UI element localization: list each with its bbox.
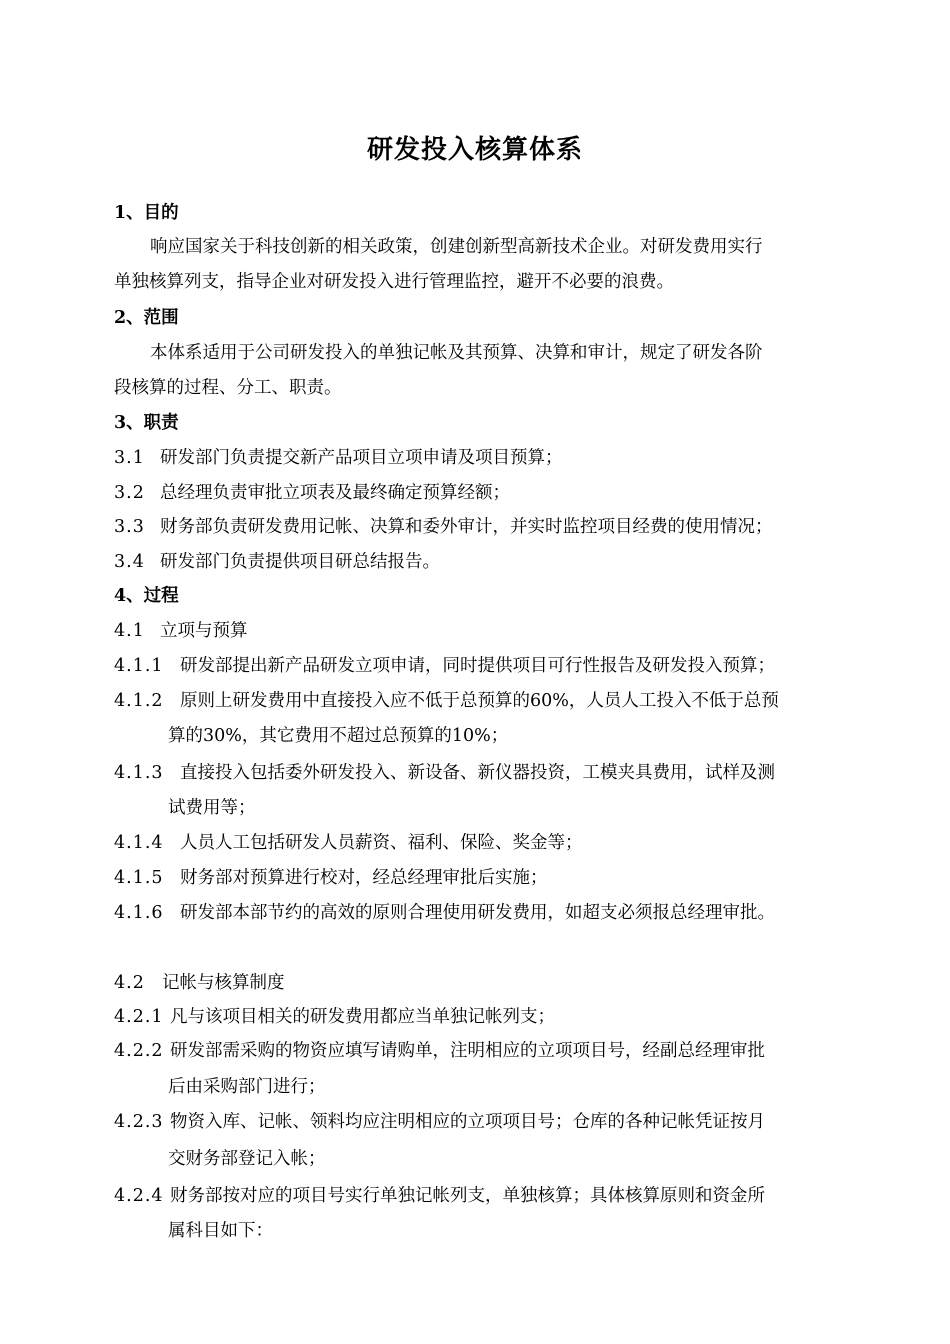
item-number: 3.1 xyxy=(114,448,145,468)
list-item xyxy=(114,545,844,579)
list-item xyxy=(114,441,844,475)
item-text: 研发部门负责提供项目研总结报告。 xyxy=(160,552,440,572)
section-heading-purpose: 1、目的 xyxy=(114,203,179,223)
item-text: 研发部门负责提交新产品项目立项申请及项目预算； xyxy=(160,448,563,468)
item-text: 财务部对预算进行校对，经总经理审批后实施； xyxy=(180,868,548,888)
list-item xyxy=(114,1105,844,1139)
item-text: 凡与该项目相关的研发费用都应当单独记帐列支； xyxy=(170,1007,555,1027)
item-number: 3.3 xyxy=(114,517,145,537)
item-continuation: 属科目如下： xyxy=(168,1221,273,1241)
item-number: 4.1.2 xyxy=(114,691,164,711)
item-number: 4.1.1 xyxy=(114,656,164,676)
item-text: 总经理负责审批立项表及最终确定预算经额； xyxy=(160,483,510,503)
item-number: 4.1.4 xyxy=(114,833,164,853)
item-number: 4.2.3 xyxy=(114,1112,164,1132)
item-text: 研发部提出新产品研发立项申请，同时提供项目可行性报告及研发投入预算； xyxy=(180,656,775,676)
item-number: 4.2.1 xyxy=(114,1007,164,1027)
list-item xyxy=(114,896,844,930)
item-continuation: 交财务部登记入帐； xyxy=(168,1149,326,1169)
item-number: 4.2.2 xyxy=(114,1041,164,1061)
item-number: 4.1.5 xyxy=(114,868,164,888)
item-text: 人员人工包括研发人员薪资、福利、保险、奖金等； xyxy=(180,833,583,853)
list-item xyxy=(114,756,844,790)
subsection-number: 4.2 xyxy=(114,973,145,993)
paragraph-line: 本体系适用于公司研发投入的单独记帐及其预算、决算和审计，规定了研发各阶 xyxy=(150,343,763,363)
item-text: 财务部负责研发费用记帐、决算和委外审计，并实时监控项目经费的使用情况； xyxy=(160,517,773,537)
subsection-heading xyxy=(114,614,844,648)
list-item xyxy=(114,510,844,544)
item-number: 4.1.6 xyxy=(114,903,164,923)
item-continuation: 算的30%，其它费用不超过总预算的10%； xyxy=(168,726,509,746)
item-number: 4.1.3 xyxy=(114,763,164,783)
item-number: 3.4 xyxy=(114,552,145,572)
subsection-label: 记帐与核算制度 xyxy=(162,973,285,993)
item-text: 研发部本部节约的高效的原则合理使用研发费用，如超支必须报总经理审批。 xyxy=(180,903,775,923)
paragraph-line: 单独核算列支，指导企业对研发投入进行管理监控，避开不必要的浪费。 xyxy=(114,272,674,292)
page-title: 研发投入核算体系 xyxy=(366,135,583,165)
item-text: 物资入库、记帐、领料均应注明相应的立项项目号；仓库的各种记帐凭证按月 xyxy=(170,1112,765,1132)
list-item xyxy=(114,649,844,683)
item-number: 4.2.4 xyxy=(114,1186,164,1206)
list-item xyxy=(114,476,844,510)
list-item xyxy=(114,861,844,895)
item-text: 研发部需采购的物资应填写请购单，注明相应的立项项目号，经副总经理审批 xyxy=(170,1041,765,1061)
item-text: 财务部按对应的项目号实行单独记帐列支，单独核算；具体核算原则和资金所 xyxy=(170,1186,765,1206)
item-continuation: 试费用等； xyxy=(168,798,256,818)
paragraph-line: 响应国家关于科技创新的相关政策，创建创新型高新技术企业。对研发费用实行 xyxy=(150,237,763,257)
subsection-heading xyxy=(114,966,844,1000)
list-item xyxy=(114,1179,844,1213)
item-text: 直接投入包括委外研发投入、新设备、新仪器投资，工模夹具费用，试样及测 xyxy=(180,763,775,783)
paragraph-line: 段核算的过程、分工、职责。 xyxy=(114,378,342,398)
list-item xyxy=(114,1034,844,1068)
section-heading-duties: 3、职责 xyxy=(114,413,179,433)
subsection-number: 4.1 xyxy=(114,621,145,641)
list-item xyxy=(114,1000,844,1034)
list-item xyxy=(114,826,844,860)
item-number: 3.2 xyxy=(114,483,145,503)
subsection-label: 立项与预算 xyxy=(160,621,248,641)
item-text: 原则上研发费用中直接投入应不低于总预算的60%，人员人工投入不低于总预 xyxy=(180,691,779,711)
item-continuation: 后由采购部门进行； xyxy=(168,1077,326,1097)
list-item xyxy=(114,684,844,718)
section-heading-scope: 2、范围 xyxy=(114,308,179,328)
section-heading-process: 4、过程 xyxy=(114,586,179,606)
